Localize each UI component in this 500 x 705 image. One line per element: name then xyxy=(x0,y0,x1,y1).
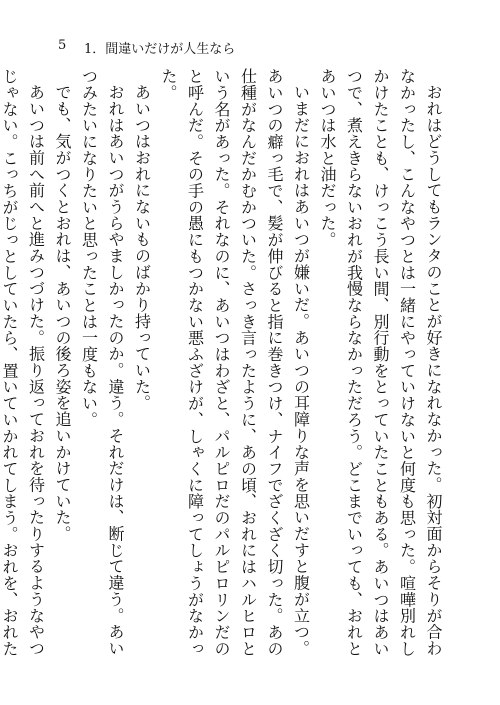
paragraph-3: あいつはおれにないものばかり持っていた。 xyxy=(132,84,152,411)
vertical-body-text xyxy=(0,68,446,668)
paragraph-1: おれはどうしてもランタのことが好きになれなかった。初対面からそりが合わなかったし、こんなやつとは一緒にやっていけないと何度も思った。喧嘩別れしかけたことも、けっこう長い間、別行動をとっていたこともある。あいつはあいつで、煮えきらないおれが我慢ならなかっただろう。どこまでいっても、おれとあいつは水と油だった。 xyxy=(318,68,443,657)
paragraph-2: いまだにおれはあいつが嫌いだ。あいつの耳障りな声を思いだすと腹が立つ。あいつの癖っ毛で、髪が伸びると指に巻きつけ、ナイフでざくざく切った。あの仕種がなんだかむかついた。さっき言ったように、あの頃、おれにはハルヒロという名があった。それなのに、あいつはわざと、パルピロだのパルピロリンだのと呼んだ。その手の愚にもつかない悪ふざけが、しゃくに障ってしょうがなかった。 xyxy=(159,68,311,657)
page-body xyxy=(0,68,446,668)
paragraph-4: おれはあいつがうらやましかったのか。違う。それだけは、断じて違う。あいつみたいになりたいと思ったことは一度もない。 xyxy=(79,68,125,657)
paragraph-6: あいつは前へ前へと進みつづけた。振り返っておれを待ったりするようなやつじゃない。こっちがじっとしていたら、置いていかれてしまう。おれを、おれた xyxy=(0,68,46,657)
paragraph-5: でも、気がつくとおれは、あいつの後ろ姿を追いかけていた。 xyxy=(53,84,72,542)
page-number: 5 xyxy=(58,38,67,53)
chapter-title: 1．間違いだけが人生なら xyxy=(84,42,236,57)
running-header xyxy=(58,38,460,60)
